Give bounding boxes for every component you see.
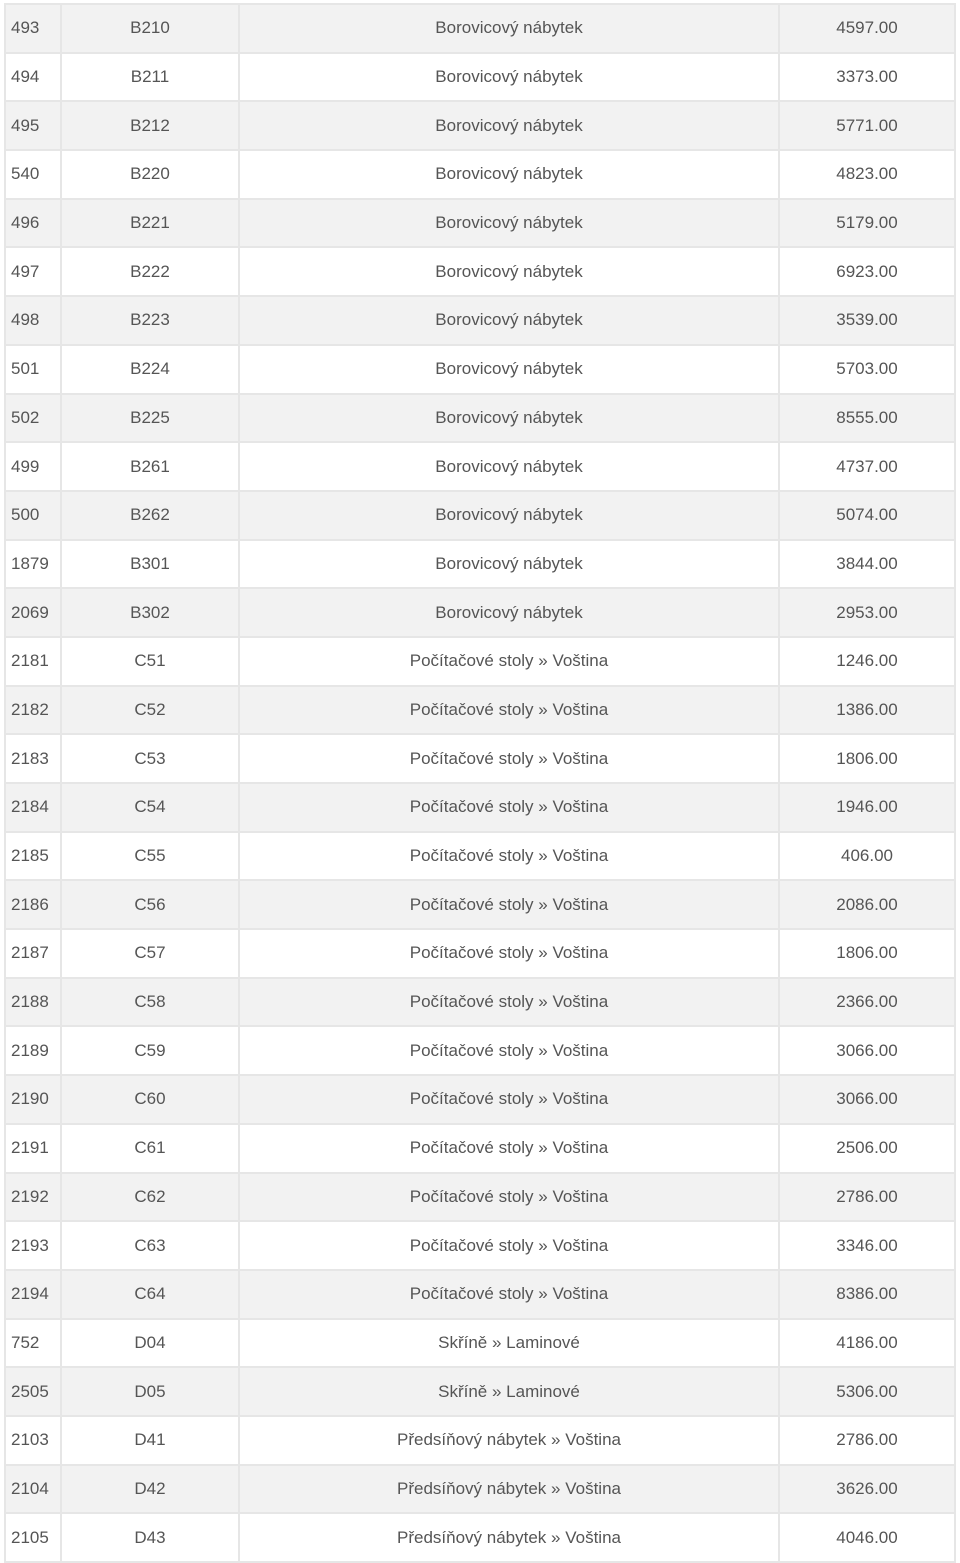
product-code-cell: D04 xyxy=(62,1320,240,1367)
product-code-cell: B224 xyxy=(62,346,240,393)
category-cell: Borovicový nábytek xyxy=(240,248,780,295)
category-cell: Borovicový nábytek xyxy=(240,54,780,101)
product-code-cell: D41 xyxy=(62,1417,240,1464)
price-cell: 5074.00 xyxy=(780,492,956,539)
product-id-cell: 2188 xyxy=(4,979,62,1026)
category-cell: Počítačové stoly » Voština xyxy=(240,687,780,734)
product-code-cell: B220 xyxy=(62,151,240,198)
price-cell: 3066.00 xyxy=(780,1027,956,1074)
product-id-cell: 2105 xyxy=(4,1514,62,1561)
price-cell: 3066.00 xyxy=(780,1076,956,1123)
category-cell: Počítačové stoly » Voština xyxy=(240,1076,780,1123)
product-id-cell: 2181 xyxy=(4,638,62,685)
product-id-cell: 2194 xyxy=(4,1271,62,1318)
price-cell: 8386.00 xyxy=(780,1271,956,1318)
product-code-cell: C54 xyxy=(62,784,240,831)
price-cell: 2506.00 xyxy=(780,1125,956,1172)
category-cell: Borovicový nábytek xyxy=(240,492,780,539)
product-id-cell: 2189 xyxy=(4,1027,62,1074)
category-cell: Počítačové stoly » Voština xyxy=(240,1222,780,1269)
price-cell: 1806.00 xyxy=(780,735,956,782)
product-id-cell: 502 xyxy=(4,395,62,442)
product-code-cell: C60 xyxy=(62,1076,240,1123)
product-id-cell: 752 xyxy=(4,1320,62,1367)
table-row xyxy=(4,638,956,687)
category-cell: Borovicový nábytek xyxy=(240,541,780,588)
product-code-cell: C63 xyxy=(62,1222,240,1269)
category-cell: Počítačové stoly » Voština xyxy=(240,1125,780,1172)
price-cell: 5179.00 xyxy=(780,200,956,247)
price-cell: 2953.00 xyxy=(780,589,956,636)
table-row xyxy=(4,881,956,930)
product-code-cell: B222 xyxy=(62,248,240,295)
category-cell: Počítačové stoly » Voština xyxy=(240,638,780,685)
product-id-cell: 2505 xyxy=(4,1368,62,1415)
table-row xyxy=(4,1417,956,1466)
price-cell: 5306.00 xyxy=(780,1368,956,1415)
price-cell: 4597.00 xyxy=(780,5,956,52)
product-code-cell: C59 xyxy=(62,1027,240,1074)
category-cell: Počítačové stoly » Voština xyxy=(240,1271,780,1318)
category-cell: Počítačové stoly » Voština xyxy=(240,1174,780,1221)
product-code-cell: D42 xyxy=(62,1466,240,1513)
category-cell: Počítačové stoly » Voština xyxy=(240,979,780,1026)
price-cell: 3844.00 xyxy=(780,541,956,588)
table-row xyxy=(4,1271,956,1320)
product-code-cell: B225 xyxy=(62,395,240,442)
table-row xyxy=(4,5,956,54)
product-code-cell: B212 xyxy=(62,102,240,149)
product-id-cell: 498 xyxy=(4,297,62,344)
table-row xyxy=(4,784,956,833)
price-cell: 3539.00 xyxy=(780,297,956,344)
category-cell: Borovicový nábytek xyxy=(240,102,780,149)
table-row xyxy=(4,102,956,151)
table-row xyxy=(4,200,956,249)
price-cell: 4823.00 xyxy=(780,151,956,198)
product-id-cell: 495 xyxy=(4,102,62,149)
table-row xyxy=(4,541,956,590)
product-code-cell: C52 xyxy=(62,687,240,734)
product-id-cell: 2191 xyxy=(4,1125,62,1172)
price-cell: 3626.00 xyxy=(780,1466,956,1513)
product-id-cell: 501 xyxy=(4,346,62,393)
product-id-cell: 2103 xyxy=(4,1417,62,1464)
table-row xyxy=(4,297,956,346)
product-id-cell: 2184 xyxy=(4,784,62,831)
category-cell: Počítačové stoly » Voština xyxy=(240,881,780,928)
product-code-cell: C57 xyxy=(62,930,240,977)
price-cell: 2786.00 xyxy=(780,1174,956,1221)
table-row xyxy=(4,1466,956,1515)
table-row xyxy=(4,248,956,297)
category-cell: Počítačové stoly » Voština xyxy=(240,833,780,880)
category-cell: Počítačové stoly » Voština xyxy=(240,1027,780,1074)
price-cell: 5703.00 xyxy=(780,346,956,393)
category-cell: Předsíňový nábytek » Voština xyxy=(240,1466,780,1513)
price-cell: 4186.00 xyxy=(780,1320,956,1367)
price-cell: 4046.00 xyxy=(780,1514,956,1561)
table-row xyxy=(4,151,956,200)
category-cell: Počítačové stoly » Voština xyxy=(240,930,780,977)
table-row xyxy=(4,1368,956,1417)
price-cell: 4737.00 xyxy=(780,443,956,490)
product-id-cell: 496 xyxy=(4,200,62,247)
table-row xyxy=(4,735,956,784)
price-cell: 1386.00 xyxy=(780,687,956,734)
product-id-cell: 2183 xyxy=(4,735,62,782)
table-row xyxy=(4,1174,956,1223)
product-code-cell: C58 xyxy=(62,979,240,1026)
price-cell: 1246.00 xyxy=(780,638,956,685)
table-row xyxy=(4,1320,956,1369)
product-id-cell: 494 xyxy=(4,54,62,101)
product-id-cell: 499 xyxy=(4,443,62,490)
product-code-cell: C53 xyxy=(62,735,240,782)
product-id-cell: 2187 xyxy=(4,930,62,977)
price-cell: 6923.00 xyxy=(780,248,956,295)
price-cell: 8555.00 xyxy=(780,395,956,442)
product-id-cell: 1879 xyxy=(4,541,62,588)
price-cell: 5771.00 xyxy=(780,102,956,149)
product-id-cell: 497 xyxy=(4,248,62,295)
price-cell: 2786.00 xyxy=(780,1417,956,1464)
category-cell: Borovicový nábytek xyxy=(240,395,780,442)
price-cell: 1946.00 xyxy=(780,784,956,831)
table-row xyxy=(4,687,956,736)
price-cell: 1806.00 xyxy=(780,930,956,977)
product-id-cell: 2193 xyxy=(4,1222,62,1269)
category-cell: Počítačové stoly » Voština xyxy=(240,784,780,831)
product-id-cell: 2182 xyxy=(4,687,62,734)
category-cell: Borovicový nábytek xyxy=(240,589,780,636)
table-row xyxy=(4,589,956,638)
table-row xyxy=(4,1076,956,1125)
price-cell: 3346.00 xyxy=(780,1222,956,1269)
product-code-cell: C55 xyxy=(62,833,240,880)
category-cell: Počítačové stoly » Voština xyxy=(240,735,780,782)
price-cell: 2366.00 xyxy=(780,979,956,1026)
product-code-cell: C62 xyxy=(62,1174,240,1221)
table-row xyxy=(4,1514,956,1563)
product-code-cell: B221 xyxy=(62,200,240,247)
product-code-cell: C61 xyxy=(62,1125,240,1172)
product-code-cell: D05 xyxy=(62,1368,240,1415)
category-cell: Skříně » Laminové xyxy=(240,1368,780,1415)
product-code-cell: D43 xyxy=(62,1514,240,1561)
product-id-cell: 2069 xyxy=(4,589,62,636)
category-cell: Borovicový nábytek xyxy=(240,443,780,490)
table-row xyxy=(4,833,956,882)
product-id-cell: 493 xyxy=(4,5,62,52)
price-table xyxy=(4,3,956,1563)
category-cell: Skříně » Laminové xyxy=(240,1320,780,1367)
category-cell: Borovicový nábytek xyxy=(240,346,780,393)
product-id-cell: 2190 xyxy=(4,1076,62,1123)
product-id-cell: 2185 xyxy=(4,833,62,880)
table-row xyxy=(4,1027,956,1076)
product-code-cell: C51 xyxy=(62,638,240,685)
category-cell: Předsíňový nábytek » Voština xyxy=(240,1417,780,1464)
table-row xyxy=(4,1222,956,1271)
table-row xyxy=(4,443,956,492)
category-cell: Borovicový nábytek xyxy=(240,151,780,198)
table-row xyxy=(4,979,956,1028)
category-cell: Borovicový nábytek xyxy=(240,200,780,247)
price-cell: 406.00 xyxy=(780,833,956,880)
category-cell: Borovicový nábytek xyxy=(240,297,780,344)
table-row xyxy=(4,492,956,541)
category-cell: Borovicový nábytek xyxy=(240,5,780,52)
table-row xyxy=(4,930,956,979)
product-code-cell: B302 xyxy=(62,589,240,636)
product-id-cell: 2192 xyxy=(4,1174,62,1221)
price-cell: 3373.00 xyxy=(780,54,956,101)
product-id-cell: 2186 xyxy=(4,881,62,928)
product-id-cell: 540 xyxy=(4,151,62,198)
table-row xyxy=(4,395,956,444)
product-code-cell: C56 xyxy=(62,881,240,928)
price-cell: 2086.00 xyxy=(780,881,956,928)
table-row xyxy=(4,346,956,395)
category-cell: Předsíňový nábytek » Voština xyxy=(240,1514,780,1561)
product-code-cell: B223 xyxy=(62,297,240,344)
product-code-cell: B210 xyxy=(62,5,240,52)
product-code-cell: B301 xyxy=(62,541,240,588)
product-code-cell: C64 xyxy=(62,1271,240,1318)
product-code-cell: B211 xyxy=(62,54,240,101)
product-id-cell: 500 xyxy=(4,492,62,539)
product-id-cell: 2104 xyxy=(4,1466,62,1513)
product-code-cell: B261 xyxy=(62,443,240,490)
table-row xyxy=(4,1125,956,1174)
product-code-cell: B262 xyxy=(62,492,240,539)
table-row xyxy=(4,54,956,103)
